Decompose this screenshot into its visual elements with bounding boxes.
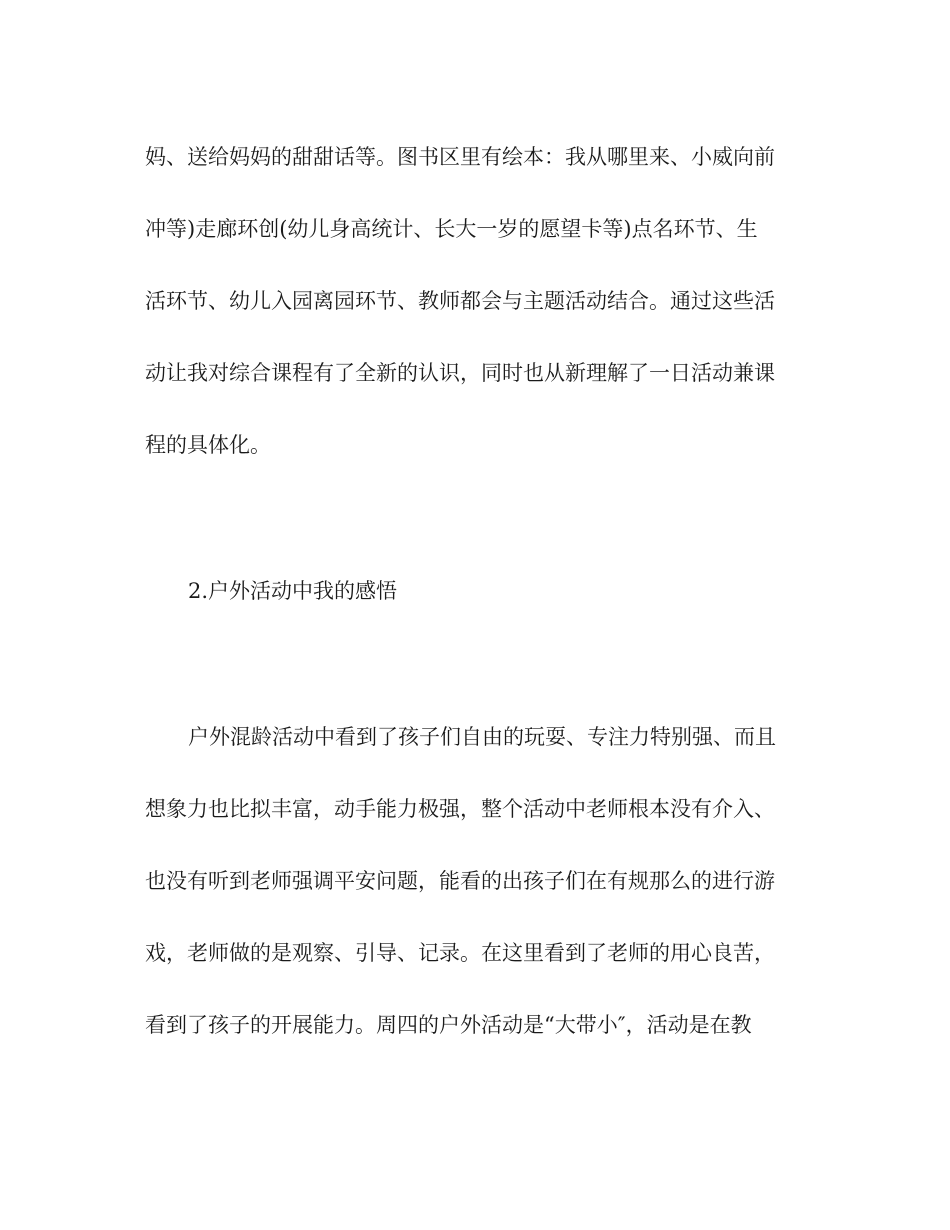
paragraph-line: 活环节、幼儿入园离园环节、教师都会与主题活动结合。通过这些活: [145, 289, 775, 313]
paragraph-line: 也没有听到老师强调平安问题，能看的出孩子们在有规那么的进行游: [145, 869, 775, 893]
paragraph-line: 冲等)走廊环创(幼儿身高统计、长大一岁的愿望卡等)点名环节、生: [145, 217, 758, 241]
paragraph-line: 程的具体化。: [145, 433, 271, 457]
paragraph-line: 戏，老师做的是观察、引导、记录。在这里看到了老师的用心良苦，: [145, 941, 775, 965]
paragraph-line: 动让我对综合课程有了全新的认识，同时也从新理解了一日活动兼课: [145, 361, 775, 385]
paragraph-line: 看到了孩子的开展能力。周四的户外活动是“大带小″，活动是在教: [145, 1013, 752, 1037]
section-heading: 2.户外活动中我的感悟: [188, 579, 398, 603]
paragraph-line: 妈、送给妈妈的甜甜话等。图书区里有绘本：我从哪里来、小威向前: [145, 145, 775, 169]
paragraph-line: 户外混龄活动中看到了孩子们自由的玩耍、专注力特别强、而且: [188, 725, 776, 749]
paragraph-line: 想象力也比拟丰富，动手能力极强，整个活动中老师根本没有介入、: [145, 797, 775, 821]
